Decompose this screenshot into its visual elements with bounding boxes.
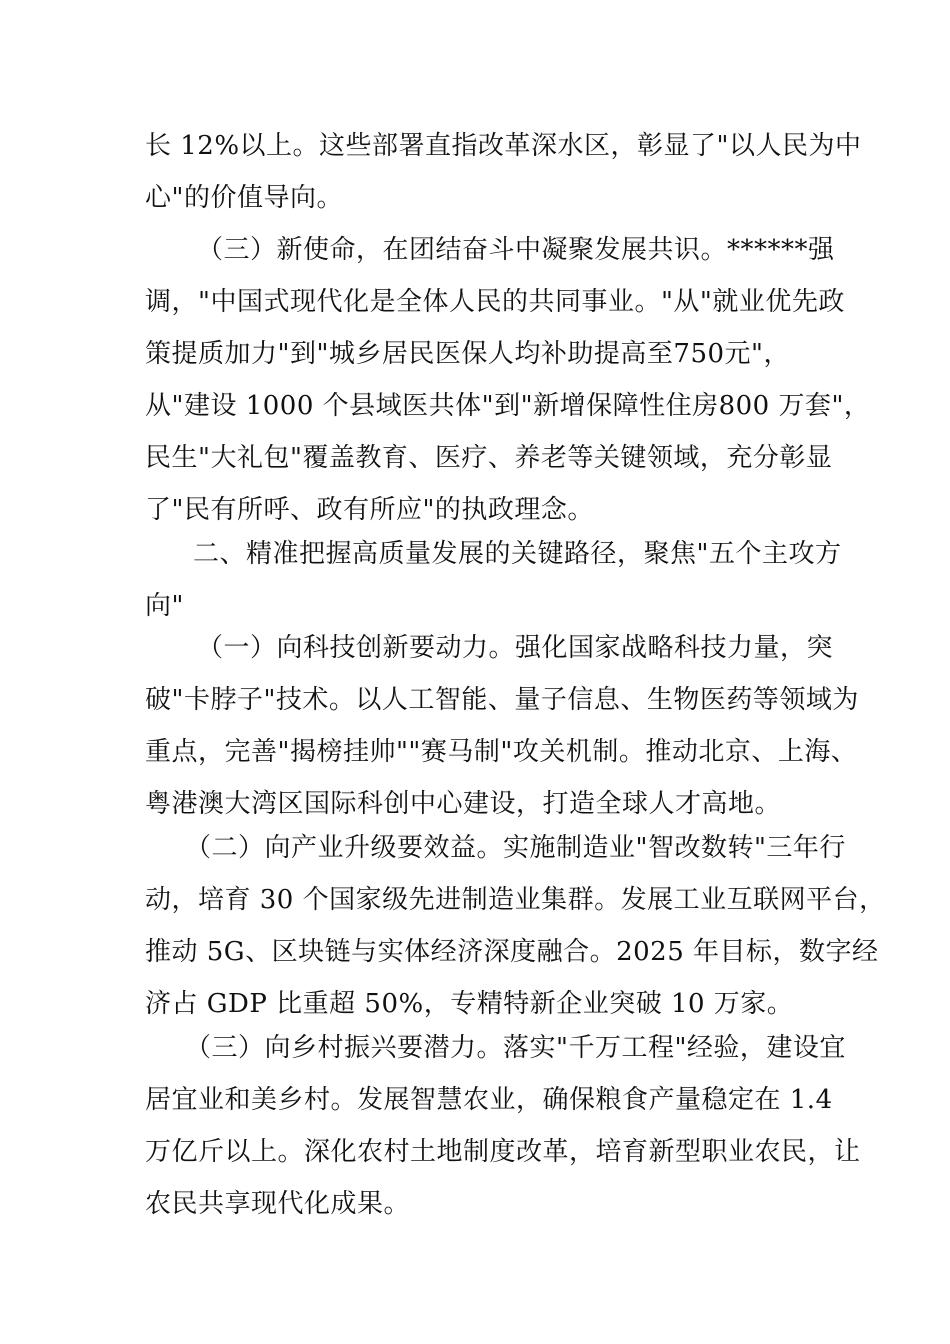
text-line: 心"的价值导向。 xyxy=(145,183,343,213)
text-line: （一）向科技创新要动力。强化国家战略科技力量，突 xyxy=(197,633,834,663)
text-line: 了"民有所呼、政有所应"的执政理念。 xyxy=(145,495,594,525)
text-line: 破"卡脖子"技术。以人工智能、量子信息、生物医药等领域为 xyxy=(145,685,859,715)
text-line: 农民共享现代化成果。 xyxy=(145,1189,411,1219)
text-line: 从"建设 1000 个县域医共体"到"新增保障性住房800 万套"， xyxy=(145,391,871,421)
text-line: 万亿斤以上。深化农村土地制度改革，培育新型职业农民，让 xyxy=(145,1137,861,1167)
section-heading-two xyxy=(145,528,842,632)
text-line: （二）向产业升级要效益。实施制造业"智改数转"三年行 xyxy=(185,833,846,863)
text-line: 居宜业和美乡村。发展智慧农业，确保粮食产量稳定在 1.4 xyxy=(145,1085,833,1115)
text-line: 推动 5G、区块链与实体经济深度融合。2025 年目标，数字经 xyxy=(145,937,879,967)
text-line: （三）向乡村振兴要潜力。落实"千万工程"经验，建设宜 xyxy=(185,1033,846,1063)
paragraph-intro-continued xyxy=(145,120,862,224)
text-line: 动，培育 30 个国家级先进制造业集群。发展工业互联网平台， xyxy=(145,885,886,915)
paragraph-new-mission xyxy=(145,224,871,536)
paragraph-industry-upgrade xyxy=(145,822,886,1030)
paragraph-rural-revitalization xyxy=(145,1022,861,1230)
text-line: 民生"大礼包"覆盖教育、医疗、养老等关键领域，充分彰显 xyxy=(145,443,833,473)
heading-line: 二、精准把握高质量发展的关键路径，聚焦"五个主攻方 xyxy=(193,539,842,569)
text-line: （三）新使命，在团结奋斗中凝聚发展共识。******强 xyxy=(197,235,835,265)
text-line: 调，"中国式现代化是全体人民的共同事业。"从"就业优先政 xyxy=(145,287,845,317)
heading-line: 向" xyxy=(145,591,184,621)
text-line: 策提质加力"到"城乡居民医保人均补助提高至750元"， xyxy=(145,339,791,369)
text-line: 重点，完善"揭榜挂帅""赛马制"攻关机制。推动北京、上海、 xyxy=(145,737,858,767)
text-line: 长 12%以上。这些部署直指改革深水区，彰显了"以人民为中 xyxy=(145,131,862,161)
paragraph-tech-innovation xyxy=(145,622,859,830)
text-line: 粤港澳大湾区国际科创中心建设，打造全球人才高地。 xyxy=(145,789,782,819)
text-line: 济占 GDP 比重超 50%，专精特新企业突破 10 万家。 xyxy=(145,989,794,1019)
